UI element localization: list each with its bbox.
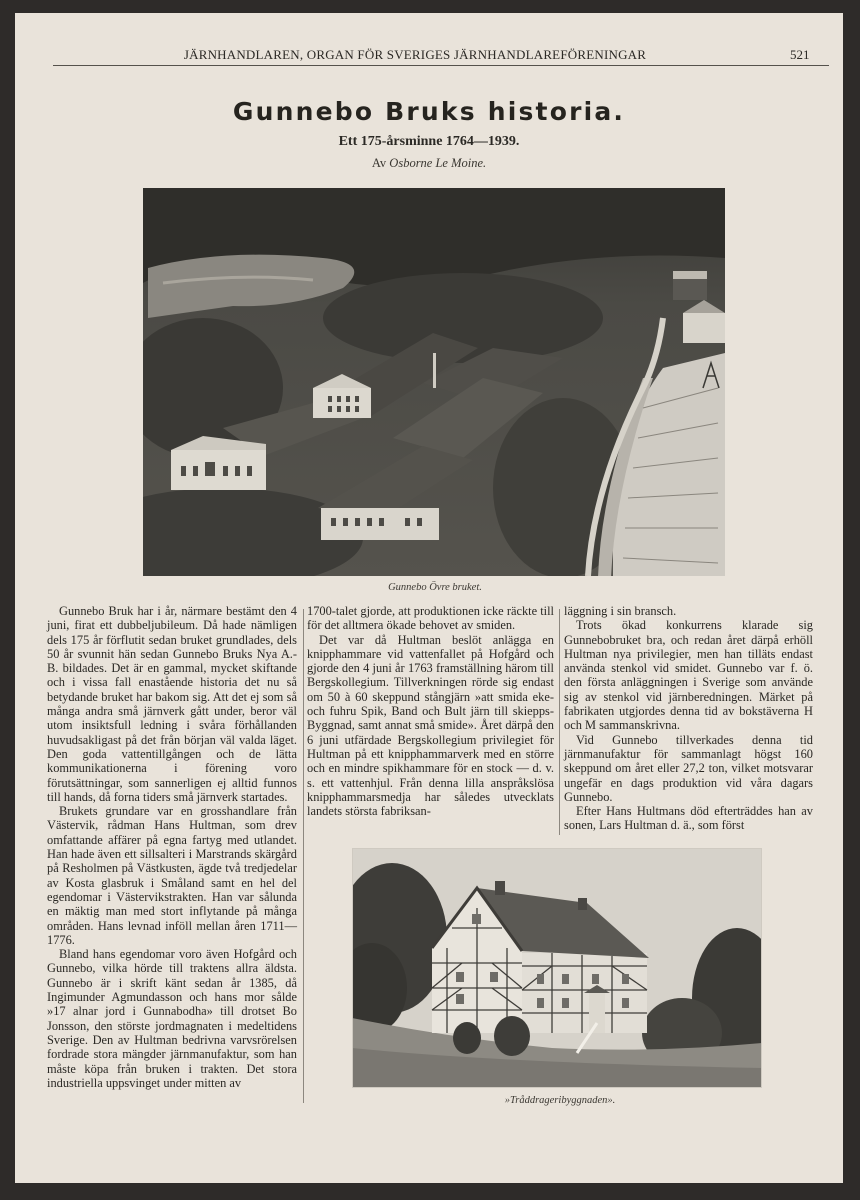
magazine-page [15,13,843,1183]
paragraph: 1700-talet gjorde, att produktionen icke räckte till för det alltmera ökade behovet av smiden. [307,604,554,633]
paragraph: Efter Hans Hultmans död efterträddes han av sonen, Lars Hultman d. ä., som först [564,804,813,833]
paragraph: Gunnebo Bruk har i år, närmare bestämt den 4 juni, firat ett dubbeljubileum. Då hade nämligen dels 175 år förflutit sedan bruket grundlades, dels 50 år svunnit hän sedan Gunnebo Bruks Nya A.-B. bildades. Det är en gammal, mycket skiftande och i vissa fall enastående historia det nu så betydande bruket har bakom sig. Att det ej som så många andra små järnverk gått under, beror väl utom insiktsfull ledning i svåra förhållanden huvudsakligast på det från början väl valda läget. Den goda vattentillgången och de lätta kommunikationerna i förening voro förutsättningar, som sannerligen ej alltid funnos till hands, då forna tiders små järnverk startades. [47,604,297,804]
figure-caption-1: Gunnebo Övre bruket. [388,582,482,593]
building-photo-image [352,848,762,1088]
byline-prefix: Av [371,156,387,170]
paragraph: läggning i sin bransch. [564,604,677,618]
column-middle [307,604,554,818]
paragraph: Vid Gunnebo tillverkades denna tid järnmanufaktur för sammanlagt högst 160 skeppund om året eller 27,2 ton, vilket motsvarar ungefär en dags produktion vid våra dagars Gunnebo. [564,732,813,804]
article-title: Gunnebo Bruks historia. [232,97,626,126]
column-rule-2 [559,609,560,835]
paragraph: Trots ökad konkurrens klarade sig Gunnebobruket bra, och redan året därpå erhöll Hultman nya privilegier, men han tilläts endast använda stenkol vid smidet. Gunnebo var f. ö. den första anläggningen i Sverige som använde sig av stenkol vid järnberedningen. Märket på fabrikaten utgjordes denna tid av bokstäverna H och M sammanskrivna. [564,618,813,733]
article-subtitle: Ett 175-årsminne 1764—1939. [338,134,520,149]
column-left [47,604,297,1090]
column-right [564,604,813,833]
half-timbered-building-photo [352,848,762,1088]
column-rule-1 [303,609,304,1103]
paragraph: Det var då Hultman beslöt anlägga en knipphammare vid vattenfallet på Hofgård och gjorde den 4 juni år 1763 framställning härom till Bergskollegium. Tillverkningen rörde sig endast om 50 à 60 skeppund stångjärn »att smida eke- och fuhru Spik, Band och Bult järn till skiepps-Byggnad, samt annat små smide». Året därpå den 6 juni utfärdade Bergskollegium privilegiet för Hultman på ett knipphammarverk med en större och en mindre spikhammare för en stock — d. v. s. ett vattenhjul. Från denna lilla anspråkslösa knipphammarsmedja har således utvecklats landets största fabriksan- [307,632,554,819]
page-number: 521 [790,47,810,62]
author-name: Osborne Le Moine. [389,156,487,170]
header-rule [53,65,829,66]
paragraph: Brukets grundare var en grosshandlare från Västervik, rådman Hans Hultman, som drev omfattande affärer på egna fartyg med utlandet. Han hade även ett sillsalteri i Marstrands skärgård på Resholmen på Västkusten, ägde två tredjedelar av Kosta glasbruk i Småland samt en hel del egendomar i Västervikstrakten. Han var sålunda en mäktig man med stort inflytande på många områden. Hans levnad inföll mellan åren 1711—1776. [47,804,297,947]
running-header: JÄRNHANDLAREN, ORGAN FÖR SVERIGES JÄRNHANDLAREFÖRENINGAR [183,47,647,62]
byline [15,156,843,171]
aerial-factory-photo [143,188,725,576]
figure-caption-2: »Tråddrageribyggnaden». [504,1095,616,1106]
aerial-photo-image [143,188,725,576]
paragraph: Bland hans egendomar voro även Hofgård och Gunnebo, vilka hörde till traktens allra äldsta. Gunnebo är i skrift känt sedan år 1385, då Ingimunder Agmundasson och hans mor sålde »17 alnar jord i Gunnabodha» till drotset Bo Jonsson, den störste jordmagnaten i medeltidens Sverige. Den av Hultman bedrivna varvsrörelsen fordrade stora mängder järnmanufaktur, som han måste köpa från bruken i trakten. Det stora industriella uppsvinget under mitten av [47,947,297,1090]
